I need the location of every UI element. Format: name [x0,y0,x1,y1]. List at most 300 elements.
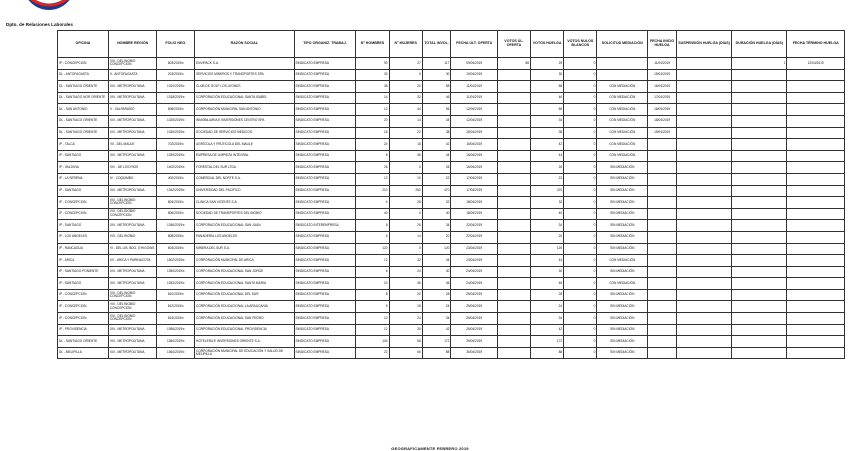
table-cell: AGRÍCOLA Y FRUTICOLA DEL MAULE [195,139,294,151]
table-cell: XIII - METROPOLITANA [108,347,157,359]
table-cell: 1342/2019/x [157,185,195,197]
table-cell: SIN MEDIACIÓN [597,324,648,336]
table-cell [497,301,530,313]
table-cell: SINDICATO INTEREMPRESA [294,220,356,232]
table-cell [497,266,530,278]
table-cell [497,347,530,359]
table-cell: 172 [422,336,451,348]
table-cell [648,289,677,301]
table-cell: 20 [531,231,564,243]
table-cell [648,324,677,336]
table-cell: 11/04/2019 [451,92,497,104]
table-cell: 120 [356,243,389,255]
table-cell: SINDICATO EMPRESA [294,243,356,255]
table-cell: CORPORACIÓN EDUCACIONAL SAN PEDRO [195,313,294,325]
table-cell: 34 [531,115,564,127]
table-cell [732,289,787,301]
table-cell: 1346/2019/x [157,220,195,232]
table-cell: 0 [564,278,597,290]
table-cell: SINDICATO EMPRESA [294,150,356,162]
table-cell [676,324,731,336]
table-cell [676,266,731,278]
table-cell: 18/04/2019 [451,208,497,220]
table-cell: 0 [564,301,597,313]
column-header: OFICINA [58,31,109,58]
table-cell: 10/04/2019 [451,69,497,81]
table-cell: 44 [422,150,451,162]
table-cell [676,115,731,127]
table-row [58,92,845,104]
table-cell: 808/2019/x [157,231,195,243]
table-cell: 10 [356,278,389,290]
table-cell [787,301,845,313]
table-cell: 12 [356,324,389,336]
table-cell: CON MEDIACIÓN [597,115,648,127]
table-cell: 120 [422,243,451,255]
table-cell: 44 [531,255,564,267]
table-cell: SIN MEDIACIÓN [597,208,648,220]
table-cell [676,92,731,104]
table-cell: 26/04/2019 [451,324,497,336]
table-cell: CORPORACIÓN EDUCACIONAL SANTA ISABEL [195,92,294,104]
table-cell [648,139,677,151]
table-cell: 29 [531,58,564,70]
column-header: FECHA INICIO HUELGA [648,31,677,58]
table-row [58,255,845,267]
table-cell: MINERA DEL SUR S.A. [195,243,294,255]
table-cell [787,336,845,348]
table-row [58,243,845,255]
table-cell: SIN MEDIACIÓN [597,301,648,313]
table-cell: SINDICATO EMPRESA [294,104,356,116]
table-cell: 0 [389,243,422,255]
table-cell: SIN MEDIACIÓN [597,313,648,325]
table-row [58,208,845,220]
table-cell: 0 [564,231,597,243]
table-cell: 0 [389,69,422,81]
footer-caption: GEOGRAFICAMENTE FEBRERO 2019 [391,446,469,451]
table-cell: 34 [531,313,564,325]
table-cell [787,162,845,174]
table-cell: SINDICATO EMPRESA [294,336,356,348]
table-cell: CON MEDIACIÓN [597,255,648,267]
table-row [58,127,845,139]
table-cell: VI - DEL LIB. BDO. O'HIGGINS [108,243,157,255]
table-cell [648,243,677,255]
table-cell: SINDICATO EMPRESA [294,139,356,151]
table-cell: 22 [531,173,564,185]
table-cell: 20 [389,81,422,93]
table-cell: VIII - DEL BIOBIO CONCEPCION [108,301,157,313]
table-cell: SINDICATO EMPRESA [294,92,356,104]
table-cell: XIII - METROPOLITANA [108,115,157,127]
table-cell: 20 [389,289,422,301]
table-cell: 24 [389,313,422,325]
table-cell: 0 [564,115,597,127]
table-cell: 18/04/2019 [648,115,677,127]
table-cell: DL - SANTIAGO ORIENTE [58,115,109,127]
table-cell: SINDICATO EMPRESA [294,347,356,359]
direccion-del-trabajo-logo [22,0,76,20]
table-cell [732,324,787,336]
table-cell: 44 [422,255,451,267]
table-cell: 24 [531,301,564,313]
table-cell: 26 [389,220,422,232]
table-cell: 16 [356,127,389,139]
table-cell: SIN MEDIACIÓN [597,347,648,359]
column-header: TIPO ORGANIZ. TRABAJ. [294,31,356,58]
table-cell: 46 [531,92,564,104]
table-cell: SIN MEDIACIÓN [597,185,648,197]
table-row [58,336,845,348]
table-cell [676,162,731,174]
table-cell [787,69,845,81]
table-cell: VIII - DEL BIOBIO CONCEPCION [108,197,157,209]
table-cell: IP - ARICA [58,255,109,267]
table-cell [732,92,787,104]
table-cell: XV - ARICA Y PARINACOTA [108,255,157,267]
table-cell: CORPORACIÓN MUNICIPAL DE EDUCACIÓN Y SALUD DE MELIPILLA [195,347,294,359]
table-cell: 25/04/2019 [451,289,497,301]
table-row [58,185,845,197]
table-cell: 28 [389,197,422,209]
table-cell: CON MEDIACIÓN [597,150,648,162]
table-cell [497,115,530,127]
table-cell: 56 [531,104,564,116]
table-cell: IP - PROVIDENCIA [58,324,109,336]
table-cell: 0 [564,92,597,104]
table-cell [676,243,731,255]
table-cell: INMOBILIARIA E INVERSIONES CENTRO SPA [195,115,294,127]
table-cell: 18 [389,139,422,151]
table-cell: XIII - METROPOLITANA [108,324,157,336]
table-cell: 58 [422,81,451,93]
table-cell: 8 [356,150,389,162]
table-cell [787,220,845,232]
table-cell: EMPRESA DE LIMPIEZA INTEGRAL [195,150,294,162]
table-cell: SINDICATO EMPRESA [294,58,356,70]
table-cell: II - ANTOFAGASTA [108,69,157,81]
table-cell: 18 [389,301,422,313]
table-cell [497,278,530,290]
table-cell [787,313,845,325]
table-cell: 0 [564,81,597,93]
table-cell [732,220,787,232]
table-cell: 1360/2019/x [157,336,195,348]
table-cell: XIII - METROPOLITANA [108,278,157,290]
table-cell: V - VALPARAÍSO [108,104,157,116]
table-cell: 1330/2019/x [157,127,195,139]
table-cell: SINDICATO EMPRESA [294,69,356,81]
table-cell: 508/2019/x [157,104,195,116]
table-cell: 30 [531,266,564,278]
table-row [58,347,845,359]
table-cell: IP - VALDIVIA [58,162,109,174]
table-cell: 19/04/2019 [648,127,677,139]
table-cell: VIII - DEL BIOBIO [108,231,157,243]
table-cell: 25/04/2019 [451,301,497,313]
table-cell: 120 [531,243,564,255]
table-cell: 12/04/2019 [451,115,497,127]
table-cell: SINDICATO EMPRESA [294,81,356,93]
table-cell: IP - LOS ANGELES [58,231,109,243]
table-cell: 203/2019/x [157,69,195,81]
table-cell: 12/04/2019 [787,58,845,70]
table-cell: 0 [564,266,597,278]
table-cell [497,243,530,255]
table-cell: 0 [564,324,597,336]
table-cell: SINDICATO EMPRESA [294,185,356,197]
table-cell: SINDICATO EMPRESA [294,301,356,313]
table-cell: 32 [422,197,451,209]
table-cell [732,347,787,359]
table-cell [732,197,787,209]
table-cell: 30/04/2019 [451,347,497,359]
table-cell: 12 [356,173,389,185]
table-cell: 10 [356,313,389,325]
table-cell: CON MEDIACIÓN [597,278,648,290]
column-header: VOTOS ÚL. OFERTA [497,31,530,58]
table-row [58,313,845,325]
table-cell: 42 [422,324,451,336]
table-cell [732,301,787,313]
table-cell: CON MEDIACIÓN [597,104,648,116]
table-cell: 0 [564,162,597,174]
table-cell: 0 [564,150,597,162]
table-cell [787,139,845,151]
table-cell [676,150,731,162]
table-cell: 470 [531,185,564,197]
table-cell [676,104,731,116]
table-cell: SIN MEDIACIÓN [597,243,648,255]
table-cell: 20 [356,115,389,127]
table-cell: 1353/2019/x [157,278,195,290]
table-cell: SINDICATO EMPRESA [294,162,356,174]
table-cell [497,313,530,325]
table-row [58,324,845,336]
table-cell [732,127,787,139]
table-cell: 42 [531,324,564,336]
table-cell [648,278,677,290]
table-row [58,139,845,151]
table-cell: XIII - METROPOLITANA [108,266,157,278]
table-cell [648,185,677,197]
table-cell: SINDICATO EMPRESA [294,266,356,278]
table-row [58,301,845,313]
table-cell: 23/04/2019 [451,255,497,267]
table-cell: IP - SANTIAGO [58,185,109,197]
table-cell: 15/04/2019 [648,69,677,81]
table-cell: 30 [531,69,564,81]
table-cell: 0 [564,173,597,185]
table-cell: SOCIEDAD DE TRANSPORTES DEL BIOBIO [195,208,294,220]
table-cell: 18/04/2019 [648,104,677,116]
table-cell [648,208,677,220]
table-cell [497,289,530,301]
table-row [58,289,845,301]
table-cell: 22 [356,347,389,359]
table-cell: XIII - METROPOLITANA [108,150,157,162]
table-cell [787,185,845,197]
table-cell: SERVICIOS MINEROS Y TRANSPORTES SPA [195,69,294,81]
table-cell: SINDICATO EMPRESA [294,255,356,267]
table-cell [676,336,731,348]
table-cell: SIN MEDIACIÓN [597,162,648,174]
table-cell: XIII - METROPOLITANA [108,336,157,348]
table-cell [732,69,787,81]
table-cell: 1339/2019/x [157,150,195,162]
table-cell: 29/04/2019 [451,336,497,348]
table-cell [787,197,845,209]
table-cell: 38 [531,127,564,139]
table-cell: 17/04/2019 [648,92,677,104]
table-cell: CON MEDIACIÓN [597,92,648,104]
table-cell [676,173,731,185]
table-cell: 26 [531,162,564,174]
table-cell: 28 [422,289,451,301]
table-row [58,231,845,243]
table-cell: IP - CONCEPCION [58,208,109,220]
table-cell: 1502/2019/x [157,255,195,267]
table-cell: 44 [531,150,564,162]
table-cell [787,92,845,104]
table-cell: CLINICA SAN VICENTE S.A. [195,197,294,209]
table-cell: 18/04/2019 [451,197,497,209]
table-cell: 1310/2019/x [157,81,195,93]
table-cell: SINDICATO EMPRESA [294,324,356,336]
table-cell [787,255,845,267]
table-cell [497,150,530,162]
table-cell [787,208,845,220]
table-row [58,162,845,174]
table-cell [497,208,530,220]
table-cell [597,69,648,81]
table-row [58,58,845,70]
table-cell: 24/04/2019 [451,266,497,278]
table-header-row [58,31,845,58]
table-cell: 12 [356,255,389,267]
table-row [58,104,845,116]
table-cell [497,92,530,104]
table-cell [497,231,530,243]
table-cell [787,243,845,255]
table-cell: 68 [389,336,422,348]
table-cell: 812/2019/x [157,301,195,313]
table-cell [497,220,530,232]
table-cell: 22 [422,173,451,185]
table-cell: SIN MEDIACIÓN [597,173,648,185]
table-cell [787,127,845,139]
table-cell: 1 [732,58,787,70]
table-cell: IP - SANTIAGO [58,278,109,290]
table-row [58,115,845,127]
table-cell: CORPORACIÓN EDUCACIONAL SAN JORGE [195,266,294,278]
table-cell: 15/04/2019 [451,139,497,151]
table-cell: 30 [356,69,389,81]
table-cell [787,231,845,243]
table-cell: VIII - DEL BIOBIO CONCEPCION [108,289,157,301]
table-cell: CON MEDIACIÓN [597,139,648,151]
table-cell [732,185,787,197]
table-cell: 702/2019/x [157,139,195,151]
table-cell: 15/04/2019 [451,127,497,139]
table-cell: 604/2019/x [157,243,195,255]
table-cell: 11/04/2019 [451,81,497,93]
table-cell: 40 [531,208,564,220]
table-cell: UNIVERSIDAD DEL PACIFICO [195,185,294,197]
table-cell: 12 [356,104,389,116]
table-cell: VII - DEL MAULE [108,139,157,151]
table-cell: 814/2019/x [157,313,195,325]
table-cell: IP - CONCEPCION [58,289,109,301]
table-row [58,150,845,162]
table-cell: 804/2019/x [157,197,195,209]
table-cell: XIII - METROPOLITANA [108,81,157,93]
table-cell [648,220,677,232]
table-cell: 22/04/2019 [451,231,497,243]
table-cell: 0 [564,139,597,151]
table-cell: SINDICATO EMPRESA [294,173,356,185]
table-cell: 0 [564,58,597,70]
table-cell: CORPORACIÓN EDUCACIONAL PROVIDENCIA [195,324,294,336]
table-cell: 1364/2019/x [157,347,195,359]
table-cell: 40 [422,208,451,220]
table-cell: CORPORACIÓN EDUCACIONAL SAN JUAN [195,220,294,232]
table-cell: 22/04/2019 [451,220,497,232]
table-row [58,266,845,278]
table-cell: 402/2019/x [157,173,195,185]
table-cell [676,69,731,81]
table-cell: 88 [531,347,564,359]
table-cell [648,231,677,243]
table-cell: CORPORACIÓN EDUCACIONAL LA ARAUCANIA [195,301,294,313]
table-cell: 470 [422,185,451,197]
column-header: VOTOS NULOS BLANCOS [564,31,597,58]
table-cell: CORPORACIÓN EDUCACIONAL SANTA MARIA [195,278,294,290]
table-cell: 0 [564,185,597,197]
table-body [58,58,845,359]
table-cell [732,336,787,348]
table-cell: SINDICATO EMPRESA [294,278,356,290]
table-cell: 1350/2019/x [157,266,195,278]
table-cell [676,139,731,151]
table-cell: COMERCIAL DEL NORTE S.A. [195,173,294,185]
table-cell: 4 [356,197,389,209]
table-cell: 28 [531,289,564,301]
table-cell [497,336,530,348]
table-cell: 26 [356,162,389,174]
table-cell: IP - SANTIAGO [58,150,109,162]
table-cell: IP - CONCEPCION [58,197,109,209]
table-cell: SIN MEDIACIÓN [597,231,648,243]
table-cell: 1402/2019/x [157,162,195,174]
table-cell [648,266,677,278]
table-cell: 32 [389,255,422,267]
table-cell: DL - ANTOFAGASTA [58,69,109,81]
table-cell: 66 [389,347,422,359]
table-cell: 23/04/2019 [451,243,497,255]
table-cell: DL - MELIPILLA [58,347,109,359]
table-cell: 30 [422,69,451,81]
table-cell: XIV - DE LOS RIOS [108,162,157,174]
table-cell: 27 [389,58,422,70]
table-cell [676,347,731,359]
table-cell: IV - COQUIMBO [108,173,157,185]
table-cell: 0 [564,197,597,209]
table-cell: DL - SAN ANTONIO [58,104,109,116]
table-cell: DL - SANTIAGO ORIENTE [58,127,109,139]
column-header: SUSPENSIÓN HUELGA (DÍAS) [676,31,731,58]
